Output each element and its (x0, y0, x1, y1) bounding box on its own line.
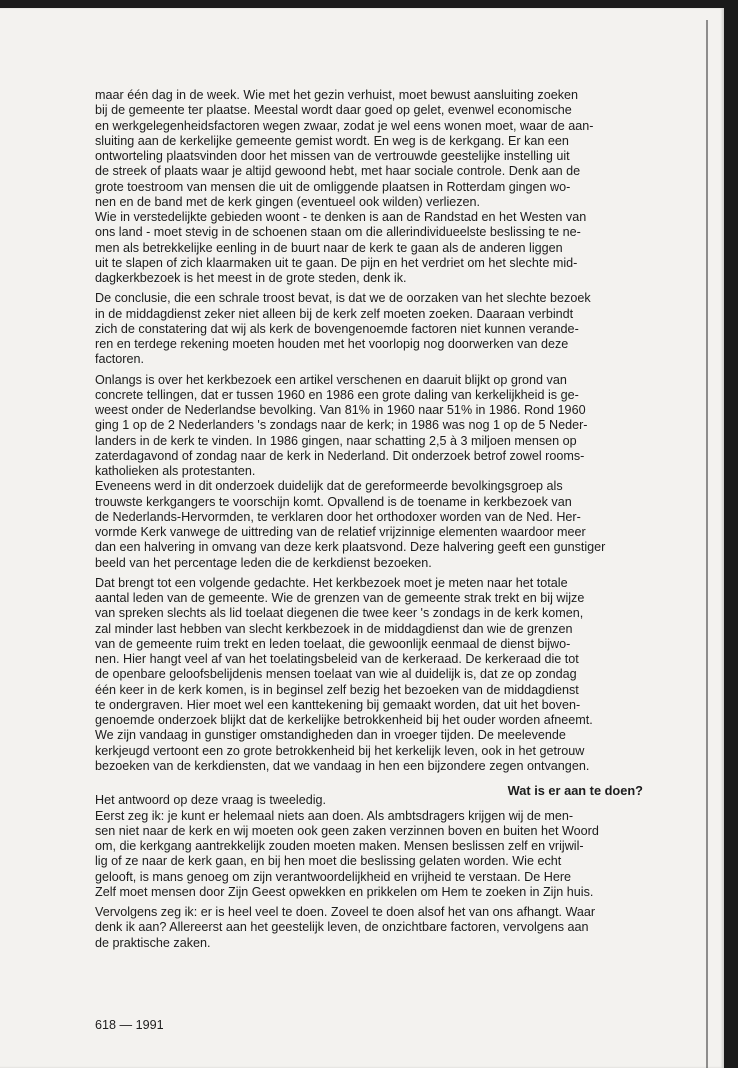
paragraph-4: Onlangs is over het kerkbezoek een artikel verschenen en daaruit blijkt op grond van concrete tellingen, dat er tussen 1960 en 1986 een grote daling van kerkelijkheid is ge- weest onder de Nederlandse bevolking. Van 81% in 1960 naar 51% in 1986. Rond 1960 ging 1 op de 2 Nederlanders 's zondags naar de kerk; in 1986 was nog 1 op de 5 Neder- landers in de kerk te vinden. In 1986 gingen, naar schatting 2,5 à 3 miljoen mensen op zaterdagavond of zondag naar de kerk in Nederland. Dit onderzoek betrof zowel rooms- katholieken als protestanten. (95, 372, 588, 478)
paragraph-5: Eveneens werd in dit onderzoek duidelijk dat de gereformeerde bevolkingsgroep als trouwste kerkgangers te voorschijn komt. Opvallend is de toename in kerkbezoek van de Nederlands-Hervormden, te verklaren door het orthodoxer worden van de Ned. Her- vormde Kerk vanwege de uittreding van de relatief vrijzinnige elementen waardoor meer dan een halvering in omvang van deze kerk plaatsvond. Deze halvering geeft een gunstiger beeld van het percentage leden die de kerkdienst bezoeken. (95, 479, 606, 570)
scan-border (724, 0, 738, 1068)
page-edge-shadow (706, 20, 708, 1068)
page-footer: 618 — 1991 (95, 1018, 164, 1032)
paragraph-6: Dat brengt tot een volgende gedachte. Het kerkbezoek moet je meten naar het totale aantal leden van de gemeente. Wie de grenzen van de gemeente strak trekt en bij wijze van spreken slechts als lid toelaat diegenen die twee keer 's zondags in de kerk komen, zal minder last hebben van slecht kerkbezoek in de middagdienst dan wie de grenzen van de gemeente ruim trekt en leden toelaat, die gewoonlijk eenmaal de dienst bijwo- nen. Hier hangt veel af van het toelatingsbeleid van de kerkeraad. De kerkeraad die tot de openbare geloofsbelijdenis mensen toelaat van wie al duidelijk is, dat ze op zondag één keer in de kerk komen, is in beginsel zelf bezig het bezoeken van de middagdienst te ondergraven. Hier moet wel een kanttekening bij gemaakt worden, dat uit het boven- genoemde onderzoek blijkt dat de kerkelijke betrokkenheid bij het ouder worden afneemt. We zijn vandaag in gunstiger omstandigheden dan in vroeger tijden. De meelevende kerkjeugd vertoont een zo grote betrokkenheid bij het kerkelijk leven, ook in het getrouw bezoeken van de kerkdiensten, dat we vandaag in hen een bijzondere zegen ontvangen. (95, 575, 593, 773)
paragraph-2: Wie in verstedelijkte gebieden woont - te denken is aan de Randstad en het Westen van ons land - moet stevig in de schoenen staan om die allerindividueelste beslissing te ne- men als betrekkelijke eenling in de buurt naar de kerk te gaan als de anderen liggen uit te slapen of zich klaarmaken uit te gaan. De pijn en het verdriet om het slechte mid- dagkerkbezoek is het meest in de grote steden, denk ik. (95, 210, 587, 285)
paragraph-3: De conclusie, die een schrale troost bevat, is dat we de oorzaken van het slechte bezoek in de middagdienst zeker niet alleen bij de kerk zelf moeten zoeken. Daaraan verbindt zich de constatering dat wij als kerk de bovengenoemde factoren niet kunnen verande- ren en terdege rekening moeten houden met het voorlopig nog doorwerken van deze factoren. (95, 291, 591, 367)
magazine-page (0, 8, 724, 1068)
section-heading: Wat is er aan te doen? (507, 783, 643, 798)
paragraph-7: Het antwoord op deze vraag is tweeledig. Eerst zeg ik: je kunt er helemaal niets aan doen. Als ambtsdragers krijgen wij de men- sen niet naar de kerk en wij moeten ook geen zaken verzinnen boven en buiten het Woord om, die kerkgang aantrekkelijk zouden moeten maken. Mensen beslissen zelf en vrijwil- lig of ze naar de kerk gaan, en bij hen moet die beslissing gelaten worden. Wie echt gelooft, is mans genoeg om zijn verantwoordelijkheid en vrijheid te verstaan. De Here Zelf moet mensen door Zijn Geest opwekken en prikkelen om Hem te zoeken in Zijn huis. (95, 793, 599, 899)
paragraph-1: maar één dag in de week. Wie met het gezin verhuist, moet bewust aansluiting zoeken bij de gemeente ter plaatse. Meestal wordt daar goed op gelet, evenwel economische en werkgelegenheidsfactoren wegen zwaar, zodat je wel eens wonen moet, waar de aan- sluiting aan de kerkelijke gemeente gemist wordt. En weg is de kerkgang. Er kan een ontworteling plaatsvinden door het missen van de vertrouwde geestelijke instelling uit de streek of plaats waar je altijd gewoond hebt, met haar sociale controle. Denk aan de grote toestroom van mensen die uit de omliggende plaatsen in Rotterdam gingen wo- nen en de band met de kerk gingen (eventueel ook wilden) verliezen. (95, 88, 594, 209)
article-body (95, 88, 643, 951)
paragraph-8: Vervolgens zeg ik: er is heel veel te doen. Zoveel te doen alsof het van ons afhangt. Waar denk ik aan? Allereerst aan het geestelijk leven, de onzichtbare factoren, vervolgens aan de praktische zaken. (95, 905, 596, 950)
